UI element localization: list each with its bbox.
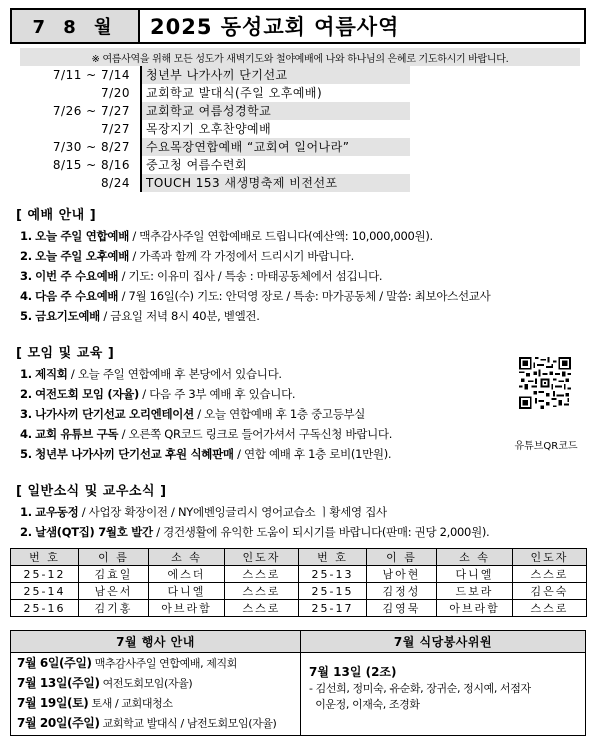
list-item: [16, 246, 586, 266]
list-item: [16, 286, 586, 306]
duty-names: 이운정, 이재숙, 조경화: [309, 698, 420, 711]
worship-section: [16, 206, 586, 326]
table-cell: 25-16: [11, 600, 79, 617]
item-number: 4.: [20, 427, 32, 441]
table-cell: 25-17: [299, 600, 367, 617]
schedule-row: [24, 102, 444, 120]
item-number: 2.: [20, 249, 32, 263]
list-item: [16, 266, 586, 286]
section-title: [ 예배 안내 ]: [16, 208, 97, 223]
item-number: 2.: [20, 525, 32, 539]
schedule-event: TOUCH 153 새생명축제 비전선포: [140, 174, 410, 192]
column-header: 번 호: [299, 549, 367, 566]
meetings-section: [16, 344, 586, 464]
list-item: [16, 404, 586, 424]
table-cell: 드보라: [437, 583, 513, 600]
section-title: [ 일반소식 및 교우소식 ]: [16, 484, 167, 499]
item-text: / 다음 주 3부 예배 후 있습니다.: [138, 387, 296, 401]
summer-schedule: [24, 66, 444, 192]
schedule-event: 수요목장연합예배 “교회여 일어나라”: [140, 138, 410, 156]
item-number: 2.: [20, 387, 32, 401]
table-cell: 아브라함: [437, 600, 513, 617]
table-cell: 김기홍: [79, 600, 149, 617]
table-row: [11, 583, 587, 600]
table-cell: 25-12: [11, 566, 79, 583]
event-item: [11, 713, 300, 733]
item-text: / 연합 예배 후 1층 로비(1만원).: [233, 447, 392, 461]
event-date: 7월 20일(주일): [17, 716, 100, 730]
schedule-event: 목장지기 오후찬양예배: [140, 120, 410, 138]
event-text: 토새 / 교회대청소: [88, 697, 173, 710]
item-text: / 오른쪽 QR코드 링크로 들어가셔서 구독신청 바랍니다.: [118, 427, 393, 441]
table-cell: 25-14: [11, 583, 79, 600]
item-text: / 오늘 연합예배 후 1층 중고등부실: [193, 407, 366, 421]
schedule-date: 7/30 ~ 8/27: [52, 140, 130, 154]
item-number: 1.: [20, 367, 32, 381]
item-heading: 여전도회 모임 (자율): [35, 387, 139, 401]
schedule-date: 8/15 ~ 8/16: [52, 158, 130, 172]
item-heading: 이번 주 수요예배: [35, 269, 119, 283]
column-header: 이 름: [79, 549, 149, 566]
table-row: [11, 566, 587, 583]
schedule-date: 7/20: [101, 86, 130, 100]
item-heading: 청년부 나가사끼 단기선교 후원 식혜판매: [35, 447, 234, 461]
table-cell: 다니엘: [149, 583, 225, 600]
table-cell: 김효일: [79, 566, 149, 583]
list-item: [16, 502, 586, 522]
list-item: [16, 424, 586, 444]
schedule-row: [24, 84, 444, 102]
table-header-row: [11, 549, 587, 566]
column-header: 번 호: [11, 549, 79, 566]
event-date: 7월 19일(토): [17, 696, 89, 710]
item-text: / 오늘 주일 연합예배 후 본당에서 있습니다.: [67, 367, 282, 381]
event-date: 7월 13일(주일): [17, 676, 100, 690]
list-item: [16, 306, 586, 326]
schedule-date: 7/26 ~ 7/27: [52, 104, 130, 118]
event-item: [11, 693, 300, 713]
item-heading: 오늘 주일 오후예배: [35, 249, 130, 263]
item-heading: 교우동정: [35, 505, 79, 519]
table-cell: 스스로: [225, 600, 299, 617]
event-text: 맥추감사주일 연합예배, 제직회: [91, 657, 237, 670]
item-text: / 기도: 이유미 집사 / 특송 : 마태공동체에서 섬깁니다.: [118, 269, 383, 283]
youtube-qr-code[interactable]: [519, 357, 571, 409]
column-header: 소 속: [437, 549, 513, 566]
schedule-date: 8/24: [101, 176, 130, 190]
list-item: [16, 444, 586, 464]
item-text: / 경건생활에 유익한 도움이 되시기를 바랍니다(판매: 권당 2,000원).: [152, 525, 490, 539]
event-text: 여전도회모임(자율): [99, 677, 193, 690]
section-title: [ 모임 및 교육 ]: [16, 346, 115, 361]
column-header: 인도자: [513, 549, 587, 566]
table-cell: 김영묵: [367, 600, 437, 617]
list-item: [16, 364, 586, 384]
events-title: 7월 행사 안내: [11, 631, 300, 653]
table-cell: 스스로: [225, 583, 299, 600]
item-heading: 날샘(QT집) 7월호 발간: [35, 525, 153, 539]
table-cell: 남아현: [367, 566, 437, 583]
item-text: / 맥추감사주일 연합예배로 드립니다(예산액: 10,000,000원).: [129, 229, 433, 243]
prayer-notice: ※ 여름사역을 위해 모든 성도가 새벽기도와 철야예배에 나와 하나님의 은혜로 기도하시기 바랍니다.: [20, 48, 580, 66]
table-cell: 스스로: [513, 566, 587, 583]
schedule-event: 청년부 나가사끼 단기선교: [140, 66, 410, 84]
schedule-event: 교회학교 여름성경학교: [140, 102, 410, 120]
table-row: [11, 600, 587, 617]
item-number: 1.: [20, 229, 32, 243]
schedule-event: 중고청 여름수련회: [140, 156, 410, 174]
column-header: 인도자: [225, 549, 299, 566]
list-item: [16, 384, 586, 404]
duty-date: 7월 13일 (2조): [309, 665, 397, 679]
bottom-panels: [10, 630, 586, 736]
schedule-row: [24, 156, 444, 174]
item-number: 4.: [20, 289, 32, 303]
event-item: [11, 673, 300, 693]
bulletin-header: [10, 8, 586, 44]
item-heading: 제직회: [35, 367, 68, 381]
table-cell: 25-13: [299, 566, 367, 583]
table-cell: 김은숙: [513, 583, 587, 600]
table-cell: 스스로: [513, 600, 587, 617]
item-number: 1.: [20, 505, 32, 519]
schedule-row: [24, 138, 444, 156]
table-cell: 남은서: [79, 583, 149, 600]
item-text: / 사업장 확장이전 / NY에벤잉글리시 영어교습소 ㅣ황세영 집사: [78, 505, 387, 519]
event-text: 교회학교 발대식 / 남전도회모임(자율): [99, 717, 277, 730]
events-panel: [11, 631, 301, 735]
table-cell: 김정성: [367, 583, 437, 600]
schedule-row: [24, 174, 444, 192]
news-section: [16, 482, 586, 542]
item-heading: 다음 주 수요예배: [35, 289, 119, 303]
table-cell: 다니엘: [437, 566, 513, 583]
table-cell: 25-15: [299, 583, 367, 600]
item-heading: 오늘 주일 연합예배: [35, 229, 130, 243]
event-item: [11, 653, 300, 673]
item-number: 3.: [20, 407, 32, 421]
event-date: 7월 6일(주일): [17, 656, 92, 670]
item-number: 5.: [20, 447, 32, 461]
item-number: 5.: [20, 309, 32, 323]
schedule-row: [24, 120, 444, 138]
new-member-table: [10, 548, 587, 617]
page-title: 2025 동성교회 여름사역: [140, 8, 586, 44]
list-item: [16, 522, 586, 542]
list-item: [16, 226, 586, 246]
item-text: / 금요일 저녁 8시 40분, 벧엘전.: [100, 309, 260, 323]
duty-names: - 김선희, 정미숙, 유순화, 장귀순, 정시예, 서점자: [309, 682, 531, 695]
qr-code-label: 유튜브QR코드: [514, 441, 578, 452]
schedule-event: 교회학교 발대식(주일 오후예배): [140, 84, 410, 102]
item-heading: 금요기도예배: [35, 309, 100, 323]
item-heading: 나가사끼 단기선교 오리엔테이션: [35, 407, 194, 421]
table-cell: 아브라함: [149, 600, 225, 617]
month-label: 7 8 월: [10, 8, 140, 44]
duty-title: 7월 식당봉사위원: [301, 631, 585, 653]
item-heading: 교회 유튜브 구독: [35, 427, 119, 441]
item-text: / 7월 16일(수) 기도: 안덕영 장로 / 특송: 마가공동체 / 말씀: 최보아스선교사: [118, 289, 491, 303]
schedule-date: 7/11 ~ 7/14: [52, 68, 130, 82]
schedule-date: 7/27: [101, 122, 130, 136]
column-header: 이 름: [367, 549, 437, 566]
item-number: 3.: [20, 269, 32, 283]
column-header: 소 속: [149, 549, 225, 566]
table-cell: 스스로: [225, 566, 299, 583]
schedule-row: [24, 66, 444, 84]
kitchen-duty-panel: [301, 631, 585, 735]
item-text: / 가족과 함께 각 가정에서 드리시기 바랍니다.: [129, 249, 355, 263]
table-cell: 에스더: [149, 566, 225, 583]
